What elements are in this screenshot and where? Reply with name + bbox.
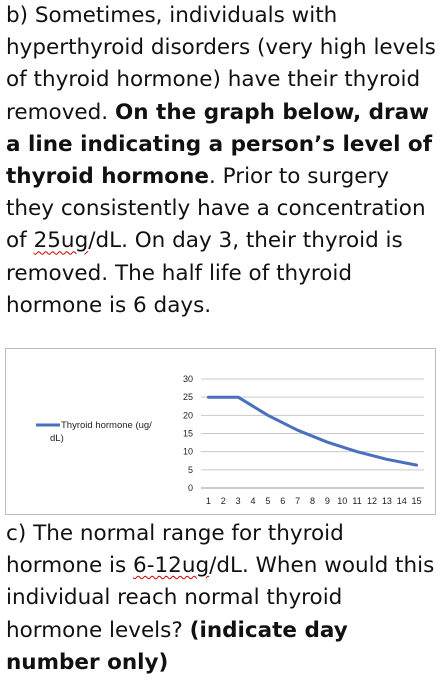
- series-line: [208, 397, 416, 465]
- x-tick-label: 14: [396, 496, 407, 506]
- y-tick-label: 20: [182, 410, 193, 421]
- x-tick-label: 8: [309, 496, 316, 506]
- x-tick-label: 15: [411, 496, 422, 506]
- y-tick-label: 5: [187, 464, 193, 475]
- legend-label: Thyroid hormone (ug/: [61, 420, 152, 431]
- x-tick-label: 9: [324, 496, 330, 506]
- y-tick-label: 10: [182, 446, 193, 457]
- thyroid-chart: [5, 348, 436, 515]
- legend-label-line-2: dL): [50, 433, 64, 444]
- y-tick-label: 0: [187, 483, 193, 493]
- y-tick-label: 15: [182, 428, 193, 439]
- x-tick-label: 1: [205, 496, 211, 506]
- x-tick-label: 2: [220, 496, 226, 506]
- x-tick-label: 4: [250, 496, 256, 506]
- x-tick-label: 7: [295, 496, 301, 506]
- x-tick-label: 6: [280, 496, 286, 506]
- question-c-label: c): [6, 521, 27, 546]
- question-b: [6, 0, 440, 322]
- y-tick-label: 25: [182, 392, 193, 403]
- x-tick-label: 3: [235, 496, 241, 506]
- question-c-instruction: (indicate day number only): [6, 617, 348, 675]
- x-tick-label: 5: [265, 496, 271, 506]
- question-c-text-2: /dL. When would this individual reach normal thyroid hormone levels?: [6, 553, 435, 643]
- x-tick-label: 11: [352, 496, 362, 506]
- question-b-text-3: /dL. On day 3, their thyroid is removed. The half life of thyroid hormone is 6 days.: [6, 228, 403, 318]
- question-c-normal-range: 6-12ug: [133, 553, 210, 579]
- question-b-concentration: 25ug: [33, 228, 89, 254]
- x-tick-label: 12: [366, 496, 377, 506]
- chart-canvas: [6, 349, 437, 516]
- question-b-text: Sometimes, individuals with hyperthyroid disorders (very high levels of thyroid hormone) have their thyroid removed.: [6, 3, 436, 125]
- question-c: [6, 518, 440, 679]
- question-b-instruction: On the graph below, draw a line indicating a person’s level of thyroid hormone: [6, 99, 433, 190]
- question-b-label: b): [6, 3, 29, 28]
- question-c-text: The normal range for thyroid hormone is: [6, 521, 344, 579]
- question-b-text-2: . Prior to surgery they consistently have a concentration of: [6, 164, 426, 254]
- x-tick-label: 10: [337, 496, 348, 506]
- x-tick-label: 13: [381, 496, 392, 506]
- y-tick-label: 30: [182, 374, 193, 384]
